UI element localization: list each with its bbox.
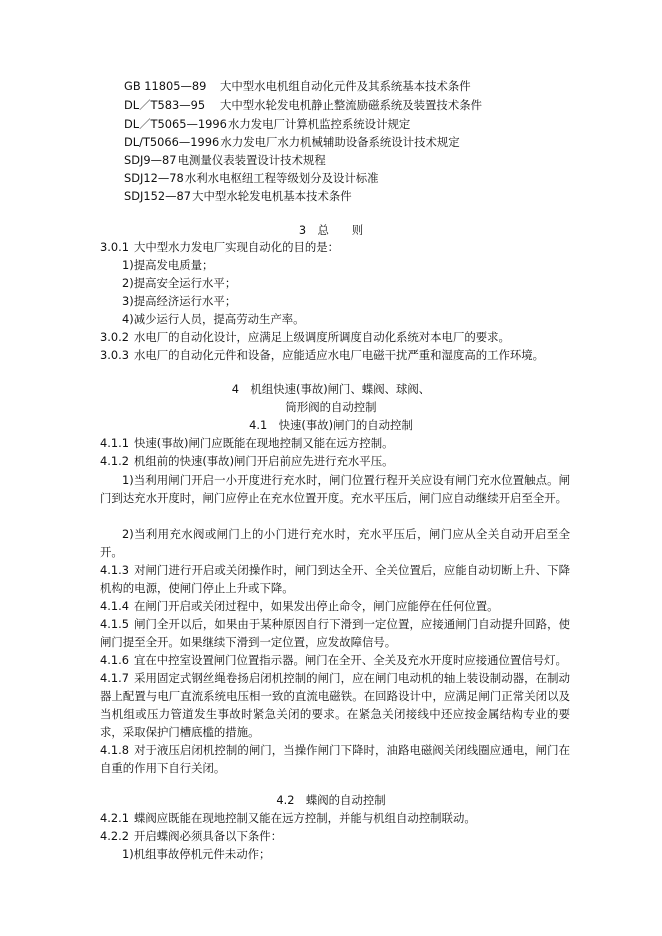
reference-line <box>124 170 379 187</box>
clause-text: 采用固定式钢丝绳卷扬启闭机控制的闸门，应在闸门电动机的轴上装设制动器，在制动器上配置与电厂直流系统电压相一致的直流电磁铁。在回路设计中，应满足闸门正常关闭以及当机组或压力管道发生事故时紧急关闭的要求。在紧急关闭接线中还应按金属结构专业的要求，采取保护门槽底槛的措施。 <box>100 671 570 739</box>
clause-number: 4.1.8 <box>100 743 129 757</box>
reference-code: DL／T583—95 <box>124 98 206 112</box>
clause-text: 大中型水力发电厂实现自动化的目的是： <box>134 240 340 254</box>
clause-4-2-2 <box>100 828 282 845</box>
clause-4-1-7 <box>100 669 570 741</box>
reference-line <box>124 188 352 205</box>
clause-number: 4.1.7 <box>100 671 129 685</box>
clause-text: 对闸门进行开启或关闭操作时，闸门到达全开、全关位置后，应能自动切断上升、下降机构的电源，使闸门停止上升或下降。 <box>100 563 570 595</box>
reference-title: 水力发电厂计算机监控系统设计规定 <box>227 117 411 131</box>
clause-number: 3.0.3 <box>100 348 129 362</box>
reference-line <box>124 134 460 151</box>
clause-4-1-8 <box>100 741 570 777</box>
reference-line <box>124 152 326 169</box>
clause-text: 机组前的快速(事故)闸门开启前应先进行充水平压。 <box>134 454 394 468</box>
clause-number: 4.1.2 <box>100 454 129 468</box>
reference-title: 大中型水轮发电机基本技术条件 <box>192 189 352 203</box>
list-item: 1)提高发电质量； <box>122 258 214 272</box>
chapter-4-heading: 4 机组快速(事故)闸门、蝶阀、球阀、 <box>231 382 431 396</box>
reference-title: 水力发电厂水力机械辅助设备系统设计技术规定 <box>220 135 460 149</box>
clause-number: 4.2.2 <box>100 829 129 843</box>
clause-number: 4.2.1 <box>100 811 129 825</box>
clause-4-1-2 <box>100 453 393 470</box>
reference-code: SDJ12—78 <box>124 171 184 185</box>
clause-text: 宜在中控室设置闸门位置指示器。闸门在全开、全关及充水开度时应接通位置信号灯。 <box>134 653 567 667</box>
chapter-4-heading-cont: 筒形阀的自动控制 <box>285 400 377 414</box>
clause-text: 蝶阀应既能在现地控制又能在远方控制，并能与机组自动控制联动。 <box>134 811 476 825</box>
clause-text: 水电厂的自动化元件和设备，应能适应水电厂电磁干扰严重和湿度高的工作环境。 <box>134 348 545 362</box>
reference-code: SDJ152—87 <box>124 189 191 203</box>
list-item: 4)减少运行人员，提高劳动生产率。 <box>122 312 305 326</box>
clause-4-1-6 <box>100 651 570 669</box>
clause-text: 快速(事故)闸门应既能在现地控制又能在远方控制。 <box>134 436 394 450</box>
clause-4-2-1 <box>100 810 476 827</box>
clause-number: 4.1.6 <box>100 653 129 667</box>
section-4-1-heading: 4.1 快速(事故)闸门的自动控制 <box>249 418 413 432</box>
clause-text: 对于液压启闭机控制的闸门，当操作闸门下降时，油路电磁阀关闭线圈应通电，闸门在自重的作用下自行关闭。 <box>100 743 570 775</box>
reference-title: 大中型水轮发电机静止整流励磁系统及装置技术条件 <box>220 98 482 112</box>
clause-4-1-2-item-2: 2)当利用充水阀或闸门上的小门进行充水时，充水平压后，闸门应从全关自动开启至全开。 <box>100 527 570 559</box>
clause-number: 4.1.4 <box>100 599 129 613</box>
clause-text: 水电厂的自动化设计，应满足上级调度所调度自动化系统对本电厂的要求。 <box>134 330 510 344</box>
chapter-3-heading: 3 总 则 <box>298 223 364 237</box>
reference-line <box>124 97 482 114</box>
clause-text: 在闸门开启或关闭过程中，如果发出停止命令，闸门应能停在任何位置。 <box>134 599 499 613</box>
clause-text: 开启蝶阀必须具备以下条件： <box>134 829 283 843</box>
reference-code: SDJ9—87 <box>124 153 177 167</box>
clause-number: 3.0.2 <box>100 330 129 344</box>
reference-title: 水利水电枢纽工程等级划分及设计标准 <box>184 171 379 185</box>
clause-3-0-1 <box>100 239 339 256</box>
reference-title: 大中型水电机组自动化元件及其系统基本技术条件 <box>220 79 471 93</box>
clause-4-1-4 <box>100 597 570 615</box>
reference-line <box>124 78 471 95</box>
list-item: 3)提高经济运行水平； <box>122 294 237 308</box>
clause-number: 4.1.3 <box>100 563 129 577</box>
list-item: 2)提高安全运行水平； <box>122 276 237 290</box>
clause-4-1-3 <box>100 561 570 597</box>
clause-4-1-5 <box>100 615 570 651</box>
clause-number: 3.0.1 <box>100 240 129 254</box>
reference-code: DL／T5065—1996 <box>124 117 227 131</box>
reference-code: GB 11805—89 <box>124 79 207 93</box>
clause-text: 闸门全开以后，如果由于某种原因自行下滑到一定位置，应接通闸门自动提升回路，使闸门提至全开。如果继续下滑到一定位置，应发故障信号。 <box>100 617 570 649</box>
list-item: 1)机组事故停机元件未动作； <box>122 847 271 861</box>
reference-line <box>124 116 410 133</box>
clause-3-0-3 <box>100 347 544 364</box>
clause-4-1-2-item-1: 1)当利用闸门开启一小开度进行充水时，闸门位置行程开关应设有闸门充水位置触点。闸门到达充水开度时，闸门应停止在充水位置开度。充水平压后，闸门应自动继续开启至全开。 <box>100 473 570 505</box>
clause-number: 4.1.5 <box>100 617 129 631</box>
clause-4-1-1 <box>100 435 393 452</box>
clause-3-0-2 <box>100 329 510 346</box>
reference-code: DL/T5066—1996 <box>124 135 220 149</box>
clause-number: 4.1.1 <box>100 436 129 450</box>
reference-title: 电测量仪表装置设计技术规程 <box>177 153 326 167</box>
section-4-2-heading: 4.2 蝶阀的自动控制 <box>276 793 386 807</box>
